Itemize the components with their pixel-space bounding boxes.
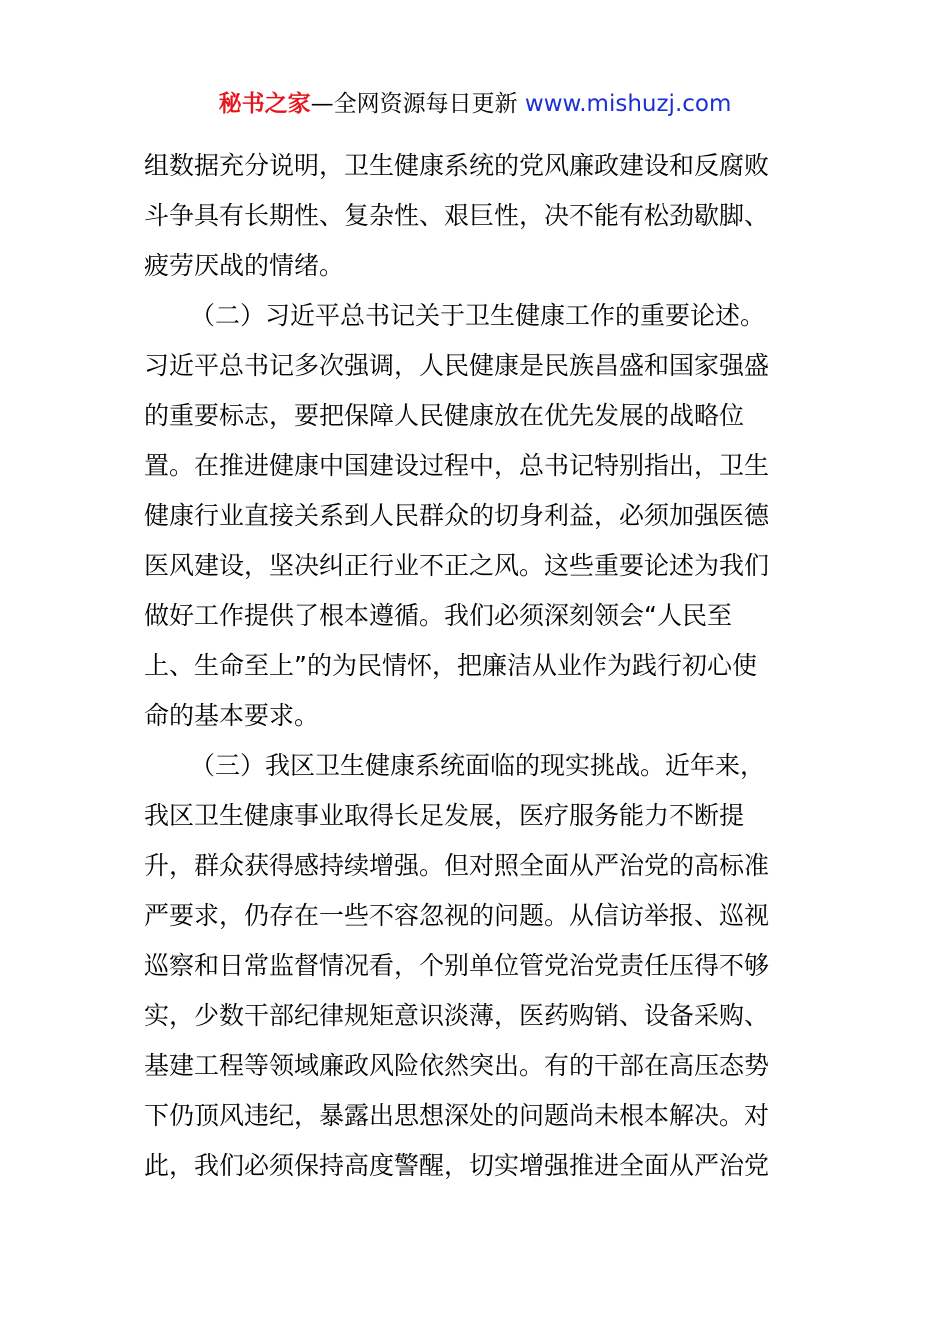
text-line: 的重要标志，要把保障人民健康放在优先发展的战略位 xyxy=(144,401,745,430)
text-line: 巡察和日常监督情况看，个别单位管党治党责任压得不够 xyxy=(144,951,770,980)
text-line: 严要求，仍存在一些不容忽视的问题。从信访举报、巡视 xyxy=(144,901,770,930)
text-line: 斗争具有长期性、复杂性、艰巨性，决不能有松劲歇脚、 xyxy=(144,201,770,230)
header-brand: 秘书之家 xyxy=(218,91,311,117)
text-line: 置。在推进健康中国建设过程中，总书记特别指出，卫生 xyxy=(144,451,770,480)
text-line: 组数据充分说明，卫生健康系统的党风廉政建设和反腐败 xyxy=(144,151,770,180)
text-line: 实，少数干部纪律规矩意识淡薄，医药购销、设备采购、 xyxy=(144,1001,770,1030)
header-url-link[interactable]: www.mishuzj.com xyxy=(524,91,732,117)
text-line: 习近平总书记多次强调，人民健康是民族昌盛和国家强盛 xyxy=(144,351,770,380)
text-line: 命的基本要求。 xyxy=(144,701,320,730)
text-line: 基建工程等领域廉政风险依然突出。有的干部在高压态势 xyxy=(144,1051,770,1080)
text-line: 升，群众获得感持续增强。但对照全面从严治党的高标准 xyxy=(144,851,770,880)
text-line: 下仍顶风违纪，暴露出思想深处的问题尚未根本解决。对 xyxy=(144,1101,770,1130)
page-header xyxy=(0,86,950,122)
text-line: （三）我区卫生健康系统面临的现实挑战。近年来， xyxy=(190,751,766,780)
text-line: 疲劳厌战的情绪。 xyxy=(144,251,345,280)
text-line: 做好工作提供了根本遵循。我们必须深刻领会“人民至 xyxy=(144,601,732,630)
text-line: （二）习近平总书记关于卫生健康工作的重要论述。 xyxy=(190,301,766,330)
text-line: 我区卫生健康事业取得长足发展，医疗服务能力不断提 xyxy=(144,801,745,830)
text-line: 上、生命至上”的为民情怀，把廉洁从业作为践行初心使 xyxy=(144,651,757,680)
text-line: 医风建设，坚决纠正行业不正之风。这些重要论述为我们 xyxy=(144,551,770,580)
document-body xyxy=(144,146,810,1196)
header-tagline: —全网资源每日更新 xyxy=(310,91,525,117)
text-line: 健康行业直接关系到人民群众的切身利益，必须加强医德 xyxy=(144,501,770,530)
text-line: 此，我们必须保持高度警醒，切实增强推进全面从严治党 xyxy=(144,1151,770,1180)
